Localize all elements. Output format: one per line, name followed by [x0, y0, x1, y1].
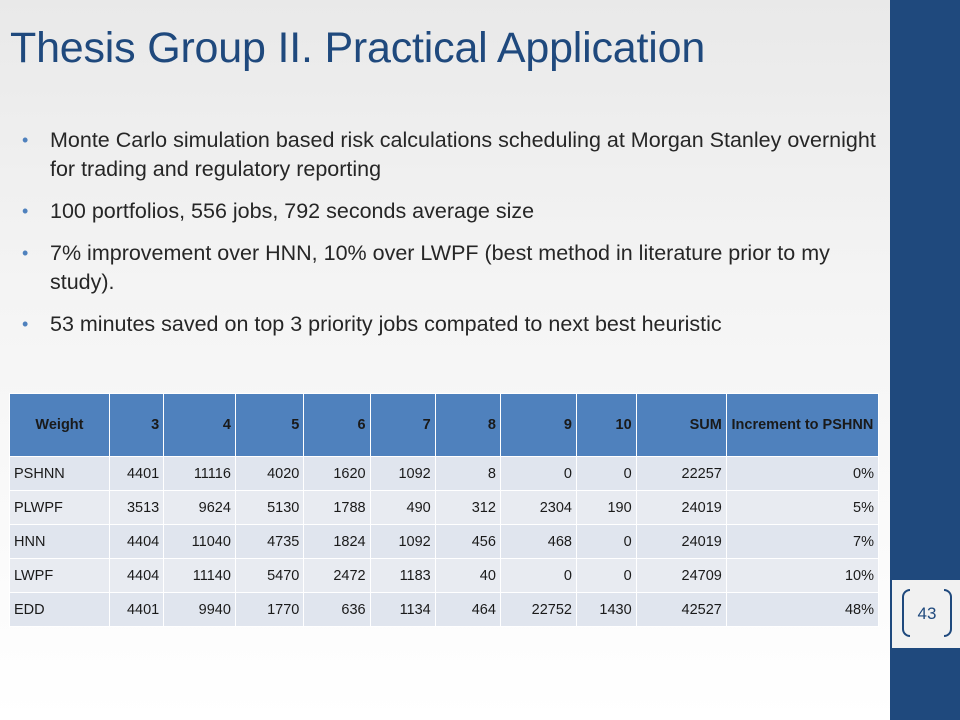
table-cell: 42527	[636, 593, 726, 627]
bullet-dot-icon: •	[22, 130, 29, 150]
column-header: 6	[304, 394, 370, 457]
table-cell: 4401	[109, 593, 163, 627]
results-table	[9, 393, 879, 627]
bullet-list	[22, 126, 890, 352]
bullet-item	[22, 310, 890, 339]
table-cell: 1134	[370, 593, 435, 627]
table-cell: 48%	[726, 593, 878, 627]
table-cell: 1430	[576, 593, 636, 627]
table-row	[10, 457, 879, 491]
table-cell: 2304	[500, 491, 576, 525]
table-cell: 24709	[636, 559, 726, 593]
table-row	[10, 559, 879, 593]
column-header: 10	[576, 394, 636, 457]
table-row	[10, 593, 879, 627]
bullet-text: 7% improvement over HNN, 10% over LWPF (best method in literature prior to my study).	[50, 241, 830, 294]
bullet-item	[22, 197, 890, 226]
table-cell: 4401	[109, 457, 163, 491]
table-cell: 1620	[304, 457, 370, 491]
table-cell: 456	[435, 525, 500, 559]
table-cell: 7%	[726, 525, 878, 559]
table-cell: 10%	[726, 559, 878, 593]
table-row	[10, 525, 879, 559]
table-cell: 24019	[636, 491, 726, 525]
bullet-item	[22, 126, 890, 184]
table-row	[10, 491, 879, 525]
table-cell: 11140	[164, 559, 236, 593]
table-cell: 0	[500, 457, 576, 491]
table-cell: 40	[435, 559, 500, 593]
table-cell: 4404	[109, 559, 163, 593]
table-cell: HNN	[10, 525, 110, 559]
table-cell: 2472	[304, 559, 370, 593]
column-header: 9	[500, 394, 576, 457]
table-cell: 11116	[164, 457, 236, 491]
table-cell: 312	[435, 491, 500, 525]
table-cell: LWPF	[10, 559, 110, 593]
table-cell: 11040	[164, 525, 236, 559]
table-cell: 5470	[235, 559, 303, 593]
column-header: 8	[435, 394, 500, 457]
bullet-item	[22, 239, 890, 297]
table-cell: 9624	[164, 491, 236, 525]
table-cell: 1788	[304, 491, 370, 525]
column-header: 4	[164, 394, 236, 457]
table-cell: 0	[576, 559, 636, 593]
slide-title: Thesis Group II. Practical Application	[10, 24, 706, 72]
table-cell: 468	[500, 525, 576, 559]
bullet-dot-icon: •	[22, 201, 29, 221]
table-cell: 22752	[500, 593, 576, 627]
page-number: 43	[917, 604, 937, 623]
column-header: 3	[109, 394, 163, 457]
table-cell: 5130	[235, 491, 303, 525]
table-cell: 636	[304, 593, 370, 627]
table-cell: 3513	[109, 491, 163, 525]
table-cell: 1824	[304, 525, 370, 559]
column-header: 5	[235, 394, 303, 457]
table-cell: 0	[576, 457, 636, 491]
table-cell: EDD	[10, 593, 110, 627]
table-cell: 24019	[636, 525, 726, 559]
table-cell: 0	[576, 525, 636, 559]
table-cell: 190	[576, 491, 636, 525]
table-cell: 1092	[370, 457, 435, 491]
column-header: 7	[370, 394, 435, 457]
bullet-text: 100 portfolios, 556 jobs, 792 seconds average size	[50, 199, 535, 223]
table-cell: 0%	[726, 457, 878, 491]
table-cell: PLWPF	[10, 491, 110, 525]
table-cell: PSHNN	[10, 457, 110, 491]
table-cell: 5%	[726, 491, 878, 525]
table-cell: 9940	[164, 593, 236, 627]
column-header: SUM	[636, 394, 726, 457]
bullet-text: 53 minutes saved on top 3 priority jobs compated to next best heuristic	[50, 312, 722, 336]
column-header: Weight	[10, 394, 110, 457]
bullet-dot-icon: •	[22, 243, 29, 263]
table-cell: 1092	[370, 525, 435, 559]
bullet-text: Monte Carlo simulation based risk calculations scheduling at Morgan Stanley overnight for trading and regulatory reporting	[50, 128, 876, 181]
table-cell: 0	[500, 559, 576, 593]
table-cell: 464	[435, 593, 500, 627]
table-cell: 4020	[235, 457, 303, 491]
column-header: Increment to PSHNN	[726, 394, 878, 457]
table-cell: 8	[435, 457, 500, 491]
bullet-dot-icon: •	[22, 314, 29, 334]
table-cell: 1183	[370, 559, 435, 593]
table-cell: 1770	[235, 593, 303, 627]
table-cell: 490	[370, 491, 435, 525]
table-cell: 4735	[235, 525, 303, 559]
table-cell: 22257	[636, 457, 726, 491]
table-cell: 4404	[109, 525, 163, 559]
table-header-row	[10, 394, 879, 457]
